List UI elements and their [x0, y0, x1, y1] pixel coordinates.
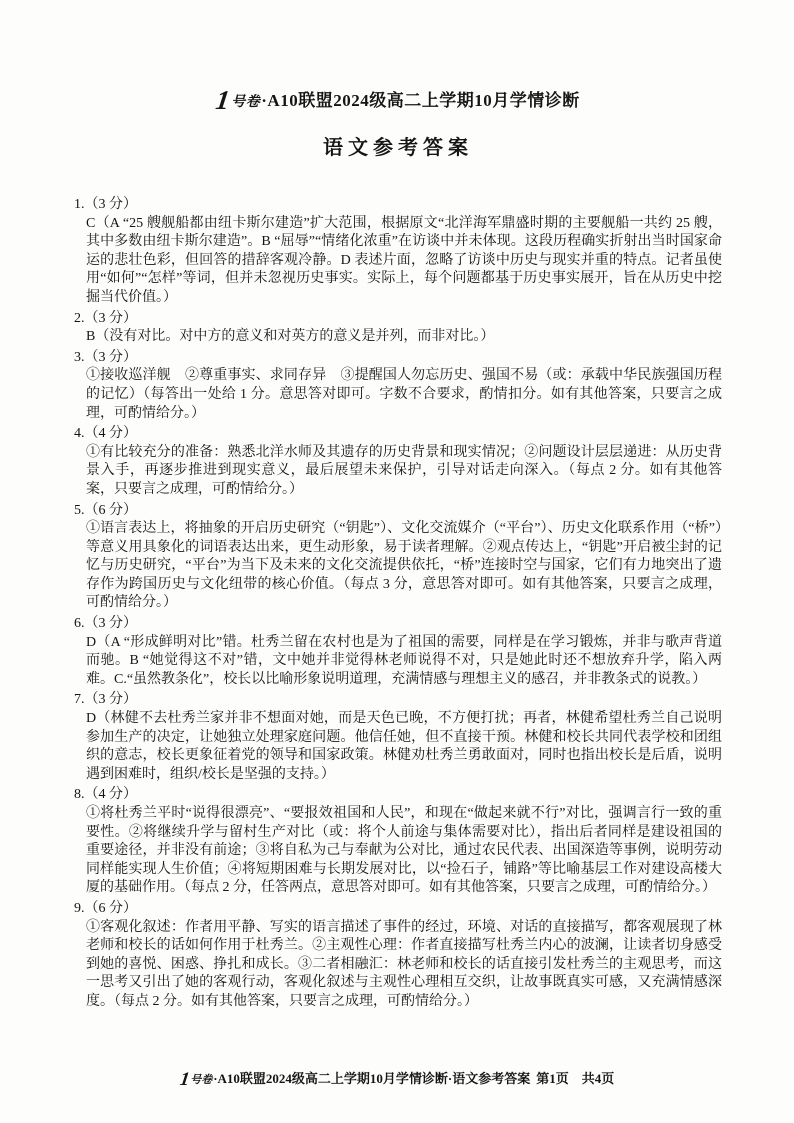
answer-item — [74, 786, 722, 898]
answer-text: C（A “25 艘舰船都由纽卡斯尔建造”扩大范围，根据原文“北洋海军鼎盛时期的主要舰船一共约 25 艘，其中多数由纽卡斯尔建造”。B “屈辱”“情绪化浓重”在访谈中并未体现。这段历程确实折射出当时国家命运的悲壮色彩，但回答的措辞客观冷静。D 表述片面，忽略了访谈中历史与现实并重的特点。记者虽使用“如何”“怎样”等词，但并未忽视历史事实。实际上，每个问题都基于历史事实展开，旨在从历史中挖掘当代价值。） — [86, 215, 722, 305]
answer-text: B（没有对比。对中方的意义和对英方的意义是并列，而非对比。） — [86, 329, 495, 345]
question-number-score: 8.（4 分） — [74, 787, 137, 803]
brand-logo — [216, 87, 261, 114]
answer-text: ①客观化叙述：作者用平静、写实的语言描述了事件的经过，环境、对话的直接描写，都客观展现了林老师和校长的话如何作用于杜秀兰。②主观性心理：作者直接描写杜秀兰内心的波澜，让读者切身感受到她的喜悦、困惑、挣扎和成长。③二者相融汇：林老师和校长的话直接引发杜秀兰的主观思考，而这一思考又引出了她的客观行动，客观化叙述与主观性心理相互交织，让故事既真实可感，又充满情感深度。（每点 2 分。如有其他答案，只要言之成理，可酌情给分。） — [86, 919, 722, 1009]
answer-item — [74, 310, 722, 347]
footer-logo-numeral-icon: 1 — [178, 1069, 191, 1090]
answer-item — [74, 691, 722, 784]
answer-text: ①有比较充分的准备：熟悉北洋水师及其遗存的历史背景和现实情况；②问题设计层层递进：从历史背景入手，再逐步推进到现实意义，最后展望未来保护，引导对话走向深入。（每点 2 分。如有其他答案，只要言之成理，可酌情给分。） — [86, 444, 722, 497]
question-number-score: 4.（4 分） — [74, 426, 137, 442]
answer-item — [74, 349, 722, 423]
logo-numeral-icon: 1 — [214, 85, 233, 115]
question-number-score: 1.（3 分） — [74, 197, 137, 212]
answer-item — [74, 900, 722, 1012]
question-number-score: 9.（6 分） — [74, 900, 137, 916]
answer-text: ①接收巡洋舰 ②尊重事实、求同存异 ③提醒国人勿忘历史、强国不易（或：承载中华民族强国历程的记忆）（每答出一处给 1 分。意思答对即可。字数不合要求，酌情扣分。如有其他答案，只要言之成理，可酌情给分。） — [86, 368, 722, 421]
answers-list — [74, 196, 722, 1012]
footer-text: ·A10联盟2024级高二上学期10月学情诊断·语文参考答案 — [213, 1071, 531, 1086]
footer-brand-logo — [180, 1070, 214, 1089]
question-number-score: 6.（3 分） — [74, 616, 137, 632]
document-header — [74, 86, 722, 160]
logo-script-text: 号卷 — [231, 95, 261, 110]
answer-item — [74, 615, 722, 689]
question-number-score: 2.（3 分） — [74, 310, 137, 326]
document-title — [74, 86, 722, 114]
answer-text: ①语言表达上，将抽象的开启历史研究（“钥匙”）、文化交流媒介（“平台”）、历史文化联系作用（“桥”）等意义用具象化的词语表达出来，更生动形象，易于读者理解。②观点传达上，“钥匙”开启被尘封的记忆与历史研究，“平台”为当下及未来的文化交流提供依托，“桥”连接时空与国家，它们有力地突出了遗存作为跨国历史与文化纽带的核心价值。（每点 3 分，意思答对即可。如有其他答案，只要言之成理，可酌情给分。） — [86, 521, 722, 611]
answer-text: ①将杜秀兰平时“说得很漂亮”、“要报效祖国和人民”，和现在“做起来就不行”对比，强调言行一致的重要性。②将继续升学与留村生产对比（或：将个人前途与集体需要对比），指出后者同样是建设祖国的重要途径，并非没有前途；③将自私为己与奉献为公对比，通过农民代表、出国深造等事例，说明劳动同样能实现人生价值；④将短期困难与长期发展对比，以“捡石子，铺路”等比喻基层工作对建设高楼大厦的基础作用。（每点 2 分，任答两点，意思答对即可。如有其他答案，只要言之成理，可酌情给分。） — [86, 806, 722, 896]
page-footer — [0, 1068, 794, 1089]
answer-item — [74, 502, 722, 614]
footer-logo-script-text: 号卷 — [190, 1074, 213, 1086]
answer-item — [74, 196, 722, 308]
title-text: ·A10联盟2024级高二上学期10月学情诊断 — [261, 91, 580, 110]
answer-text: D（林健不去杜秀兰家并非不想面对她，而是天色已晚，不方便打扰；再者，林健希望杜秀兰自己说明参加生产的决定，让她独立处理家庭问题。他信任她，但不直接干预。林健和校长共同代表学校和团组织的意志，校长更象征着党的领导和国家政策。林健劝杜秀兰勇敢面对，同时也指出校长是后盾，说明遇到困难时，组织/校长是坚强的支持。） — [86, 711, 722, 782]
question-number-score: 3.（3 分） — [74, 349, 137, 365]
question-number-score: 5.（6 分） — [74, 502, 137, 518]
answer-item — [74, 425, 722, 499]
answer-text: D（A “形成鲜明对比”错。杜秀兰留在农村也是为了祖国的需要，同样是在学习锻炼，并非与歌声背道而驰。B “她觉得这不对”错，文中她并非觉得林老师说得不对，只是她此时还不想放弃升学，陷入两难。C.“虽然教条化”，校长以比喻形象说明道理，充满情感与理想主义的感召，并非教条式的说教。） — [86, 634, 722, 687]
document-subtitle: 语文参考答案 — [323, 137, 473, 159]
footer-page-indicator: 第1页 共4页 — [536, 1071, 615, 1086]
question-number-score: 7.（3 分） — [74, 692, 137, 708]
